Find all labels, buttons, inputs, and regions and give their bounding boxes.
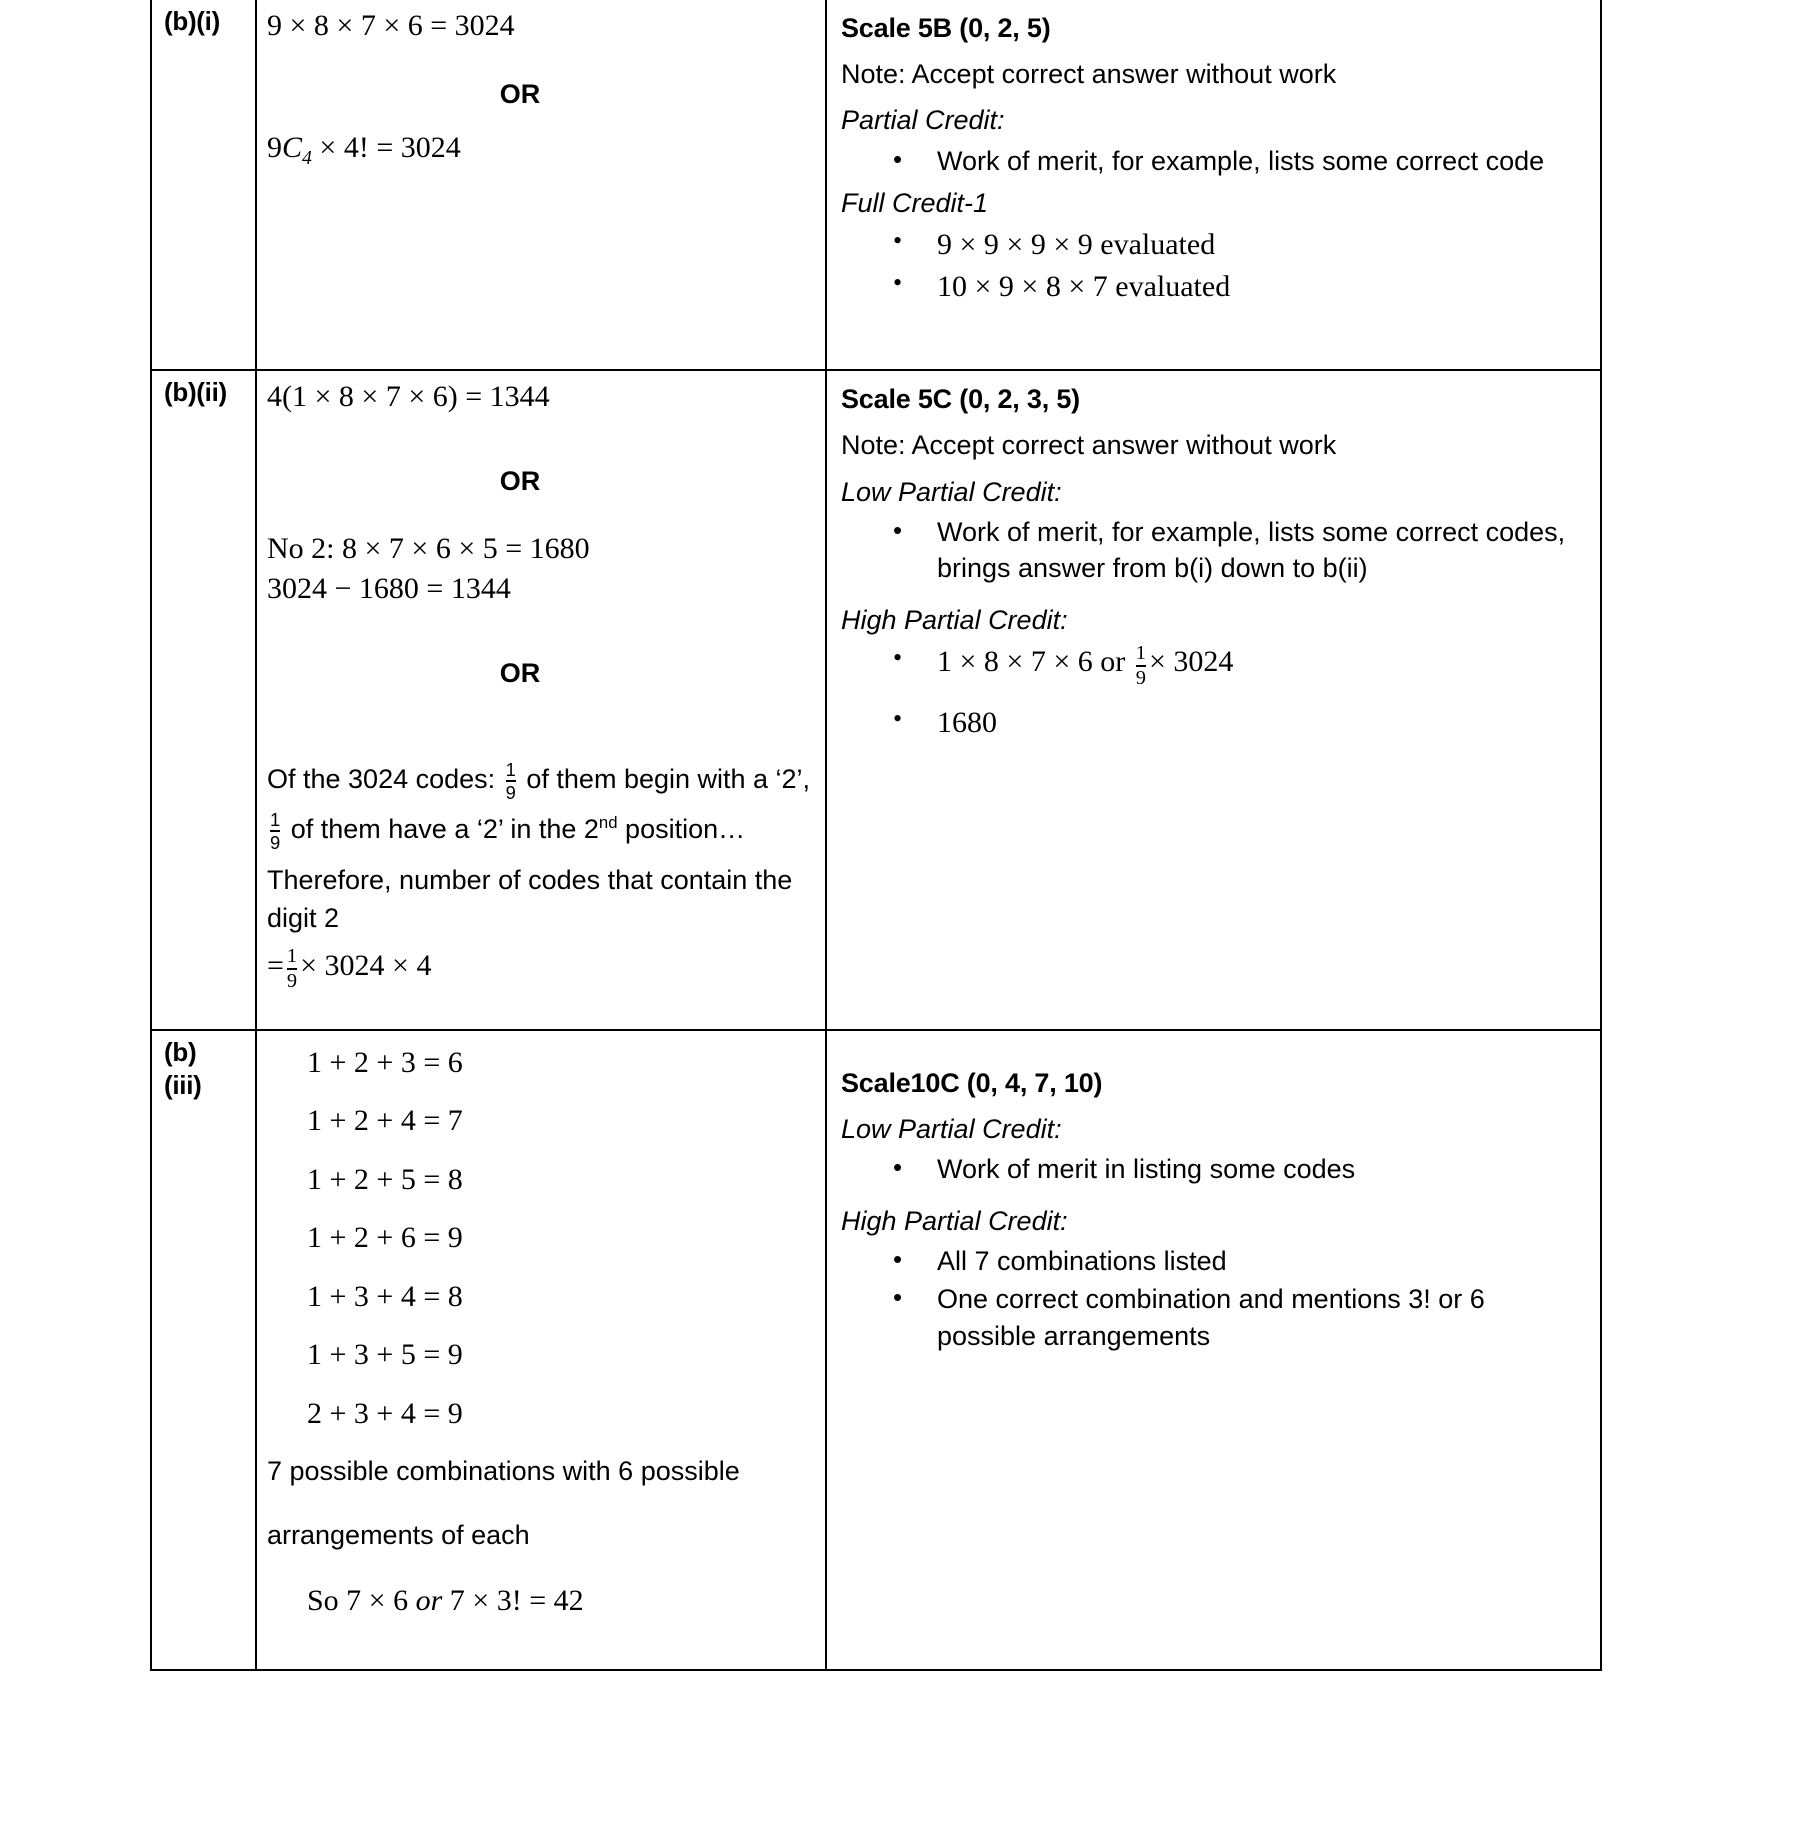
credit-label-partial: Partial Credit: (841, 105, 1005, 136)
part-cell-biii (151, 1030, 256, 1671)
list-item: • 9 × 9 × 9 × 9 evaluated (937, 225, 1590, 265)
fraction-denominator: 9 (270, 832, 281, 854)
conclusion-line-2: arrangements of each (267, 1520, 530, 1551)
bullet-text: × 3024 (1148, 645, 1234, 679)
table-row (151, 370, 1601, 1029)
credit-label-high-partial: High Partial Credit: (841, 605, 1068, 636)
credit-label-high-partial: High Partial Credit: (841, 1206, 1068, 1237)
list-item: • Work of merit, for example, lists some correct code (937, 143, 1590, 179)
explanation-text: position… (617, 813, 746, 844)
explanation-paragraph (267, 755, 813, 855)
fraction-denominator: 9 (1135, 666, 1146, 689)
credit-bullet-list (841, 642, 1590, 743)
equation-final (267, 946, 813, 993)
scale-cell-biii (826, 1030, 1601, 1671)
combination-n: 9 (267, 130, 282, 164)
explanation-paragraph-2: Therefore, number of codes that contain the digit 2 (267, 864, 793, 934)
equation-line: 2 + 3 + 4 = 9 (307, 1396, 463, 1430)
fraction-one-ninth (506, 760, 516, 803)
part-label: (b)(ii) (164, 377, 227, 408)
scale-cell-bii (826, 370, 1601, 1029)
list-item: • All 7 combinations listed (937, 1243, 1590, 1279)
work-cell-bii (256, 370, 826, 1029)
fraction-one-ninth (270, 810, 280, 853)
table-row (151, 0, 1601, 370)
fraction-numerator: 1 (286, 944, 298, 967)
equation-line: 1 + 3 + 5 = 9 (307, 1338, 463, 1372)
credit-bullet-list (841, 143, 1590, 179)
fraction-numerator: 1 (270, 809, 281, 830)
fraction-one-ninth (287, 946, 297, 993)
final-answer-equation (267, 1581, 813, 1622)
final-answer-part-1: So 7 × 6 (307, 1583, 416, 1617)
equation-line: 3024 − 1680 = 1344 (267, 572, 511, 606)
list-item: • Work of merit, for example, lists some correct codes, brings answer from b(i) down to b(ii) (937, 514, 1590, 586)
combination-c: C (282, 130, 303, 164)
explanation-text: Of the 3024 codes: (267, 764, 503, 794)
list-item: • One correct combination and mentions 3! or 6 possible arrangements (937, 1281, 1590, 1353)
equation-line: 9 × 8 × 7 × 6 = 3024 (267, 9, 515, 42)
equation-line: 1 + 3 + 4 = 8 (307, 1279, 463, 1313)
credit-bullet-list (841, 225, 1590, 307)
list-item (937, 642, 1590, 689)
scale-heading: Scale 5B (0, 2, 5) (841, 13, 1051, 43)
credit-bullet-list (841, 514, 1590, 586)
part-label-sub: (iii) (164, 1070, 202, 1101)
work-cell-bi (256, 0, 826, 370)
or-separator: OR (499, 657, 541, 688)
credit-label-low-partial: Low Partial Credit: (841, 1113, 1062, 1144)
part-label: (b) (164, 1036, 197, 1067)
table-row (151, 1030, 1601, 1671)
or-separator: OR (499, 465, 541, 496)
or-separator: OR (499, 78, 541, 109)
conclusion-line-1: 7 possible combinations with 6 possible (267, 1456, 740, 1487)
fraction-denominator: 9 (505, 782, 516, 804)
explanation-text: of them begin with a ‘2’, (518, 764, 811, 794)
scale-cell-bi (826, 0, 1601, 370)
equation-line-alt (267, 128, 813, 172)
scale-heading: Scale10C (0, 4, 7, 10) (841, 1067, 1103, 1098)
credit-bullet-list (841, 1151, 1590, 1187)
credit-bullet-list (841, 1243, 1590, 1354)
final-answer-part-2: 7 × 3! = 42 (442, 1583, 584, 1617)
fraction-numerator: 1 (1135, 641, 1146, 664)
fraction-one-ninth (1136, 643, 1146, 690)
scale-heading: Scale 5C (0, 2, 3, 5) (841, 384, 1080, 415)
scale-note: Note: Accept correct answer without work (841, 59, 1337, 90)
scale-note: Note: Accept correct answer without work (841, 430, 1337, 461)
list-item: • 10 × 9 × 8 × 7 evaluated (937, 267, 1590, 307)
list-item: • 1680 (937, 703, 1590, 743)
combination-rest: × 4! = 3024 (311, 130, 461, 164)
marking-scheme-table (150, 0, 1602, 1671)
equation-line: 1 + 2 + 4 = 7 (307, 1104, 463, 1138)
work-cell-biii (256, 1030, 826, 1671)
equation-line: 1 + 2 + 5 = 8 (307, 1162, 463, 1196)
part-cell-bi (151, 0, 256, 370)
equals-sign: = (267, 948, 284, 982)
equation-line: 1 + 2 + 6 = 9 (307, 1221, 463, 1255)
equation-line: 4(1 × 8 × 7 × 6) = 1344 (267, 380, 550, 414)
list-item: • Work of merit in listing some codes (937, 1151, 1590, 1187)
bullet-text: 1 × 8 × 7 × 6 or (937, 645, 1133, 679)
ordinal-suffix: nd (598, 812, 618, 832)
explanation-text: of them have a ‘2’ in the 2 (283, 813, 599, 844)
credit-label-full: Full Credit-1 (841, 187, 989, 218)
fraction-numerator: 1 (505, 759, 516, 781)
equation-remainder: × 3024 × 4 (300, 948, 432, 982)
equation-line: 1 + 2 + 3 = 6 (307, 1045, 463, 1079)
combination-r: 4 (302, 146, 312, 169)
fraction-denominator: 9 (286, 970, 298, 993)
part-label: (b)(i) (164, 6, 220, 36)
part-cell-bii (151, 370, 256, 1029)
equation-line: No 2: 8 × 7 × 6 × 5 = 1680 (267, 531, 590, 565)
credit-label-low-partial: Low Partial Credit: (841, 476, 1062, 507)
final-answer-or: or (415, 1583, 443, 1617)
